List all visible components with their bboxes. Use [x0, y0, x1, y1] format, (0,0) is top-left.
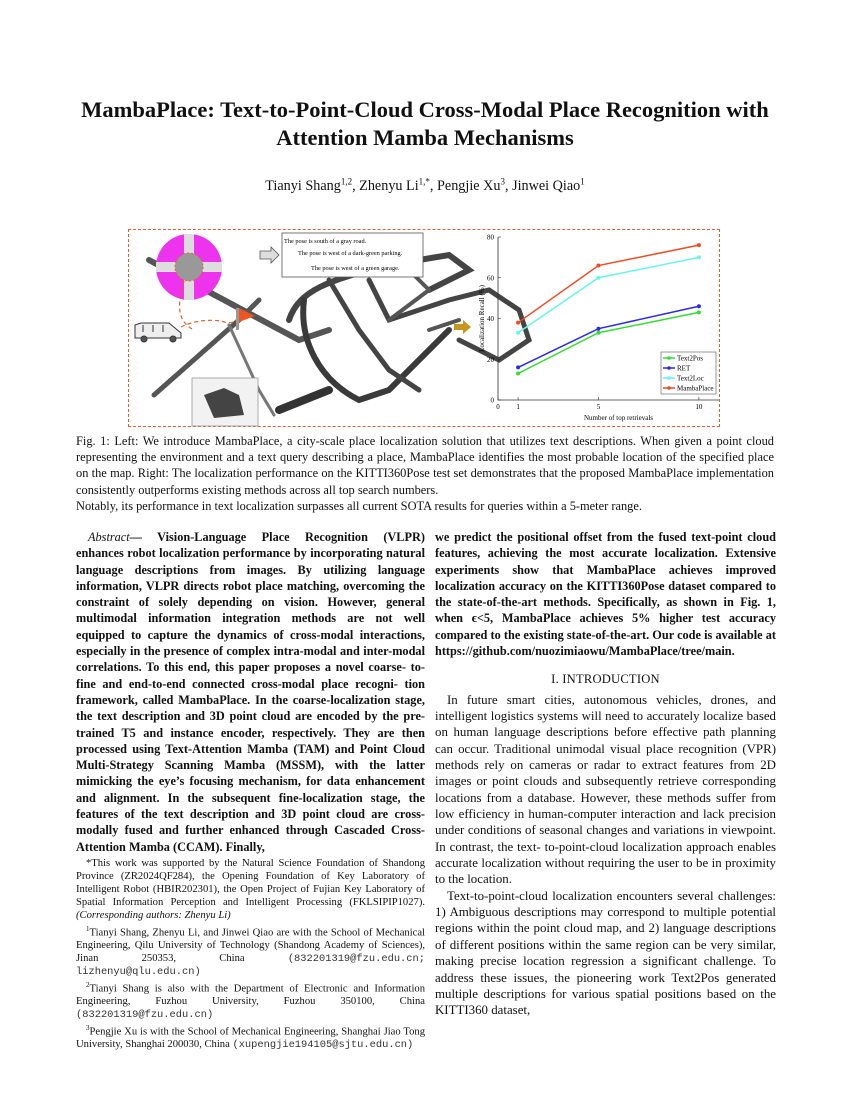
figure-1: [128, 229, 720, 427]
data-point: [697, 243, 701, 247]
text-query-3: The pose is west of a green garage.: [311, 265, 400, 272]
x-tick-label: 10: [695, 403, 703, 411]
author-affiliation: 1,*: [418, 176, 430, 186]
separator: ,: [429, 177, 438, 194]
email: (832201319@fzu.edu.cn; lizhenyu@qlu.edu.cn): [76, 952, 425, 978]
caption-text: Fig. 1: Left: We introduce MambaPlace, a city-scale place localization solution that utilizes text descriptions. When given a point cloud representing the environment and a text query describing a place, MambaPlace identifies the most probable location of the specified place on the map. Right: The localization performance on the KITTI360Pose test set demonstrates that the proposed MambaPlace implementation consistently outperforms existing methods across all top search numbers.: [76, 434, 774, 497]
caption-text-last: Notably, its performance in text localization surpasses all current SOTA results for queries within a 5-meter range.: [76, 498, 642, 513]
x-axis-label: Number of top retrievals: [583, 414, 654, 422]
figure-caption: [76, 433, 774, 514]
data-point: [596, 331, 600, 335]
data-point: [516, 321, 520, 325]
y-tick-label: 60: [487, 274, 494, 283]
separator: ,: [352, 177, 360, 194]
x-tick-label: 1: [516, 403, 520, 411]
figure-illustration: [129, 230, 721, 428]
abstract: [76, 529, 425, 855]
footnote-funding: [76, 858, 425, 923]
right-column: [435, 529, 776, 1019]
author-name: Pengjie Xu: [437, 177, 501, 194]
text-query-1: The pose is south of a gray road.: [284, 238, 367, 245]
abstract-text: Vision-Language Place Recognition (VLPR) enhances robot localization performance by incorporating natural language descriptions from images. By utilizing language information, VLPR directs robot place matching, overcoming the constraint of solely depending on vision. However, general multimodal information integration methods are not well equipped to capture the dynamics of cross-modal interactions, especially in the presence of complex intra-modal and inter-modal correlations. To this end, this paper proposes a novel coarse- to-fine and end-to-end connected cross-modal place recogni- tion framework, called MambaPlace. In the coarse-localization stage, the text description and 3D point cloud are encoded by the pre-trained T5 and instance encoder, respectively. They are then processed using Text-Attention Mamba (TAM) and Point Cloud Multi-Strategy Scanning Mamba (MSSM), with the latter mimicking the eye’s focusing mechanism, for data enhancement and alignment. In the subsequent fine-localization stage, the features of the text description and 3D point cloud are cross-modally fused and further enhanced through Cascaded Cross-Attention Mamba (CCAM). Finally,: [76, 530, 425, 854]
section-heading-introduction: I. INTRODUCTION: [551, 672, 660, 687]
title-line-1: MambaPlace: Text-to-Point-Cloud Cross-Modal Place Recognition with: [81, 97, 769, 122]
right-arrow-icon: [260, 247, 279, 263]
footnote-text: Tianyi Shang is also with the Department of Electronic and Information Engineering, Fuzhou University, Fuzhou 350100, China: [76, 983, 425, 1008]
zoom-circle: [156, 234, 222, 330]
footnote-text: Tianyi Shang, Zhenyu Li, and Jinwei Qiao are with the School of Mechanical Engineering, Qilu University of Technology (Shandong Academy of Sciences), Jinan 250353, China: [76, 927, 425, 964]
footnote-3: [76, 1022, 425, 1052]
data-point: [516, 372, 520, 376]
author-affiliation: 1: [580, 176, 585, 186]
corresponding-authors: (Corresponding authors: Zhenyu Li): [76, 909, 231, 921]
separator: ,: [504, 177, 513, 194]
legend-marker: [667, 386, 671, 390]
flag-icon: [236, 308, 255, 330]
data-point: [596, 327, 600, 331]
footnote-mark: 3: [86, 1023, 90, 1032]
author: [359, 178, 437, 194]
author-name: Jinwei Qiao: [512, 177, 581, 194]
recall-chart: [478, 234, 719, 423]
intro-paragraph-1: In future smart cities, autonomous vehicles, drones, and intelligent logistics systems will need to accurately localize based on human language descriptions before effective path planning can occur. Traditional unimodal visual place recognition (VPR) methods rely on cameras or radar to extract features from 2D images or point clouds and subsequently retrieve corresponding locations from a database. However, these methods suffer from low efficiency in human-computer interaction and lack precision under conditions of seasonal changes and variations in viewpoint. In contrast, the text- to-point-cloud localization approach enables accurate localization without requiring the user to be in proximity to the location.: [435, 692, 776, 887]
legend-marker: [667, 376, 671, 380]
intro-paragraph-2: Text-to-point-cloud localization encounters several challenges: 1) Ambiguous descriptions may correspond to multiple potential regions within the point cloud map, and 2) language descriptions of different positions within the same region can be very similar, making precise location regression a significant challenge. To address these issues, the pioneering work Text2Pos generated multiple descriptions for various spatial positions based on the KITTI360 dataset,: [435, 888, 776, 1018]
text-query-2: The pose is west of a dark-green parking.: [298, 250, 403, 257]
author-affiliation: 1,2: [340, 176, 353, 186]
y-tick-label: 40: [487, 315, 494, 323]
author-name: Tianyi Shang: [265, 177, 341, 194]
legend-marker: [667, 356, 671, 360]
legend-label: RET: [677, 364, 691, 373]
data-point: [697, 310, 701, 314]
title-line-2: Attention Mamba Mechanisms: [276, 125, 574, 150]
author: [265, 178, 359, 194]
y-axis-label: Localization Recall (%): [478, 285, 486, 352]
footnotes: [76, 858, 425, 1052]
email: (xupengjie194105@sjtu.edu.cn): [232, 1039, 414, 1052]
footnote-mark: 1: [86, 924, 90, 933]
data-point: [596, 264, 600, 268]
footnote-1: [76, 923, 425, 979]
x-tick-label: 0: [496, 403, 500, 411]
author: [437, 178, 512, 194]
series-line: [518, 257, 699, 332]
van-icon: [135, 323, 181, 342]
y-tick-label: 0: [490, 396, 494, 405]
legend-label: Text2Loc: [677, 374, 704, 383]
legend-label: Text2Pos: [677, 354, 703, 363]
data-point: [516, 365, 520, 369]
series-text2loc: [516, 255, 701, 334]
legend-label: MambaPlace: [677, 384, 714, 393]
abstract-dash: —: [129, 530, 142, 544]
data-point: [697, 255, 701, 259]
author-list: [60, 176, 790, 195]
email: (832201319@fzu.edu.cn): [76, 1009, 214, 1022]
abstract-label: Abstract: [88, 530, 130, 544]
data-point: [516, 331, 520, 335]
left-column: [76, 529, 425, 855]
y-tick-label: 20: [487, 355, 494, 364]
author-name: Zhenyu Li: [359, 177, 419, 194]
data-point: [697, 304, 701, 308]
footnote-text: Pengjie Xu is with the School of Mechanical Engineering, Shanghai Jiao Tong University, Shanghai 200030, China: [76, 1026, 425, 1051]
series-line: [518, 245, 699, 322]
footnote-mark: 2: [86, 980, 90, 989]
x-tick-label: 5: [596, 403, 601, 411]
author-affiliation: 3: [500, 176, 505, 186]
paper-title: [60, 96, 790, 152]
data-point: [596, 276, 600, 280]
footnote-2: [76, 979, 425, 1022]
legend-marker: [667, 366, 671, 370]
y-tick-label: 80: [487, 233, 494, 242]
funding-text: *This work was supported by the Natural Science Foundation of Shandong Province (ZR2024QF284), the Opening Foundation of Key Laboratory of Intelligent Robot (HBIR202301), the Open Project of Fujian Key Laboratory of Spatial Information Perception and Intelligent Processing (FKLSIPIP1027).: [76, 858, 425, 908]
author: [512, 178, 585, 194]
abstract-continued: we predict the positional offset from the fused text-point cloud features, achieving the most accurate localization. Extensive experiments show that MambaPlace achieves improved localization accuracy on the KITTI360Pose dataset compared to the state-of-the-art methods. Specifically, as shown in Fig. 1, when ϵ<5, MambaPlace achieves 5% higher test accuracy compared to the existing state-of-the-art. Our code is available at https://github.com/nuozimiaowu/MambaPlace/tree/main.: [435, 530, 776, 659]
chart-legend: [661, 352, 716, 394]
